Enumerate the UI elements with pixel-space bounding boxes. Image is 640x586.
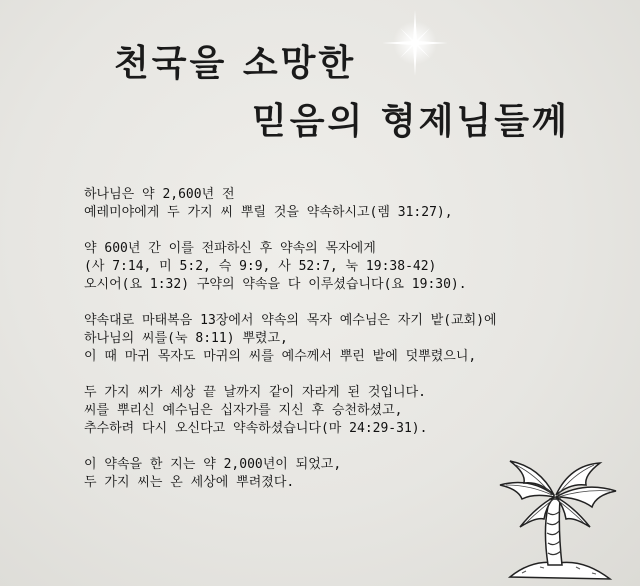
text-line: 하나님의 씨를(눅 8:11) 뿌렸고,: [84, 331, 288, 346]
paragraph-4: [84, 384, 624, 438]
text-line: 약 600년 간 이를 전파하신 후 약속의 목자에게: [84, 241, 376, 256]
palm-tree-icon: [492, 455, 622, 583]
text-line: 이 때 마귀 목자도 마귀의 씨를 예수께서 뿌린 밭에 덧뿌렸으니,: [84, 349, 477, 364]
text-line: 두 가지 씨는 온 세상에 뿌려졌다.: [84, 475, 295, 490]
paragraph-3: [84, 312, 624, 366]
text-line: 씨를 뿌리신 예수님은 십자가를 지신 후 승천하셨고,: [84, 403, 403, 418]
text-line: (사 7:14, 미 5:2, 슥 9:9, 사 52:7, 눅 19:38-42): [84, 259, 437, 274]
title-line-2: 믿음의 형제님들께: [252, 101, 570, 142]
text-line: 약속대로 마태복음 13장에서 약속의 목자 예수님은 자기 밭(교회)에: [84, 313, 497, 328]
text-line: 하나님은 약 2,600년 전: [84, 187, 235, 202]
sparkle-star-icon: [380, 8, 450, 78]
title-line-1: 천국을 소망한: [114, 43, 357, 84]
text-line: 추수하려 다시 오신다고 약속하셨습니다(마 24:29-31).: [84, 421, 428, 436]
text-line: 예레미야에게 두 가지 씨 뿌릴 것을 약속하시고(렘 31:27),: [84, 205, 453, 220]
paragraph-1: [84, 186, 624, 222]
paragraph-2: [84, 240, 624, 294]
text-line: 이 약속을 한 지는 약 2,000년이 되었고,: [84, 457, 342, 472]
text-line: 오시어(요 1:32) 구약의 약속을 다 이루셨습니다(요 19:30).: [84, 277, 467, 292]
text-line: 두 가지 씨가 세상 끝 날까지 같이 자라게 된 것입니다.: [84, 385, 426, 400]
